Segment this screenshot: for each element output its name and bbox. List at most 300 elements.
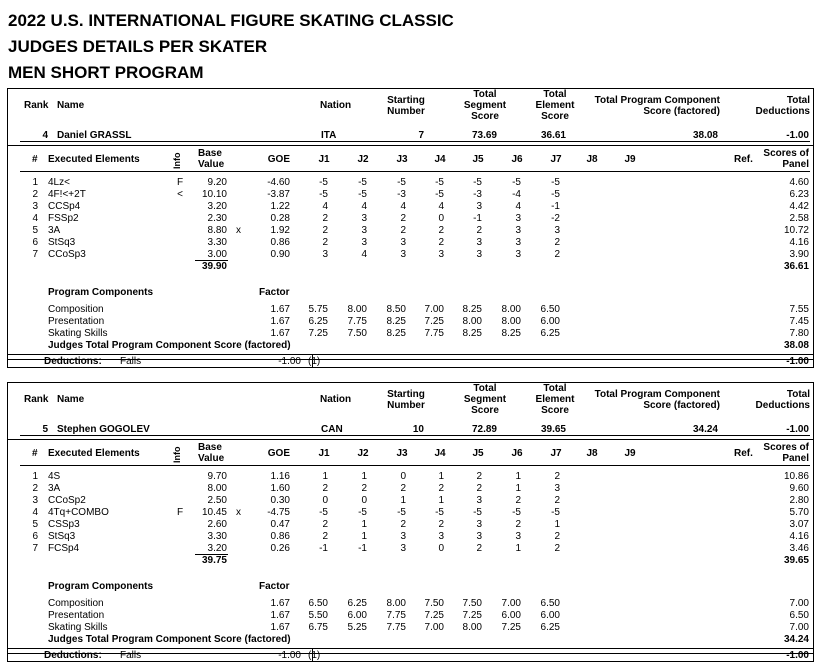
skater-tss: 73.69: [471, 130, 497, 141]
element-goe: 1.22: [270, 201, 290, 212]
element-judge-score: 1: [515, 543, 521, 554]
component-judge-score: 6.00: [347, 610, 367, 621]
element-judge-score: -1: [551, 201, 560, 212]
element-code: StSq3: [48, 237, 76, 248]
ded-header-1: Total: [786, 389, 810, 400]
component-judge-score: 7.00: [424, 622, 444, 633]
element-judge-score: -5: [435, 189, 444, 200]
elements-header: Executed Elements: [48, 154, 140, 165]
component-judge-score: 8.25: [462, 304, 482, 315]
component-panel-score: 6.50: [789, 610, 809, 621]
element-goe: 0.47: [270, 519, 290, 530]
starting-header: Starting: [387, 389, 425, 400]
tss-header-3: Score: [471, 111, 499, 122]
elements-header-underline: [20, 171, 810, 172]
pcs-header-1: Total Program Component: [594, 389, 720, 400]
element-number: 3: [32, 201, 38, 212]
element-number: 7: [32, 543, 38, 554]
judge-header-j7: J7: [550, 448, 562, 459]
tes-header-1: Total: [543, 383, 567, 394]
judge-header-j8: J8: [586, 154, 598, 165]
element-judge-score: 3: [515, 213, 521, 224]
component-panel-score: 7.00: [789, 598, 809, 609]
base-header-1: Base: [198, 442, 222, 453]
element-judge-score: 2: [476, 471, 482, 482]
element-judge-score: 1: [515, 483, 521, 494]
judge-header-j8: J8: [586, 448, 598, 459]
ded-header-2: Deductions: [755, 400, 810, 411]
element-judge-score: -5: [319, 507, 328, 518]
element-judge-score: 3: [476, 519, 482, 530]
element-code: CSSp3: [48, 519, 80, 530]
element-number: 1: [32, 177, 38, 188]
element-judge-score: 1: [361, 471, 367, 482]
null: [7, 382, 814, 654]
skater-deductions: -1.00: [786, 130, 809, 141]
tes-header-3: Score: [541, 111, 569, 122]
judge-header-j5: J5: [472, 448, 484, 459]
ded-header-2: Deductions: [755, 106, 810, 117]
component-judge-score: 7.50: [424, 598, 444, 609]
component-factor: 1.67: [270, 304, 290, 315]
element-number: 7: [32, 249, 38, 260]
goe-header: GOE: [267, 448, 290, 459]
component-judge-score: 6.00: [540, 610, 560, 621]
element-judge-score: 3: [438, 249, 444, 260]
component-judge-score: 8.00: [462, 622, 482, 633]
judge-header-j9: J9: [624, 448, 636, 459]
tss-header-3: Score: [471, 405, 499, 416]
element-judge-score: -5: [358, 507, 367, 518]
element-judge-score: 2: [554, 543, 560, 554]
ref-header: Ref.: [734, 448, 753, 459]
element-number: 4: [32, 507, 38, 518]
element-judge-score: 1: [438, 471, 444, 482]
element-number: 5: [32, 519, 38, 530]
tes-total: 36.61: [783, 261, 809, 272]
component-judge-score: 7.00: [424, 304, 444, 315]
goe-header: GOE: [267, 154, 290, 165]
deduction-count: (1): [308, 356, 321, 367]
element-base-value: 10.10: [201, 189, 227, 200]
component-judge-score: 8.25: [501, 328, 521, 339]
component-judge-score: 6.75: [308, 622, 328, 633]
element-goe: 0.86: [270, 237, 290, 248]
element-panel-score: 9.60: [789, 483, 809, 494]
component-judge-score: 5.50: [308, 610, 328, 621]
element-base-value: 2.60: [207, 519, 227, 530]
element-judge-score: -5: [512, 507, 521, 518]
element-panel-score: 3.07: [789, 519, 809, 530]
element-judge-score: -1: [473, 213, 482, 224]
element-judge-score: 3: [322, 249, 328, 260]
component-judge-score: 7.75: [347, 316, 367, 327]
component-judge-score: 7.75: [386, 622, 406, 633]
info-header: Info: [172, 152, 182, 169]
component-judge-score: 7.25: [424, 316, 444, 327]
element-base-value: 10.45: [201, 507, 227, 518]
component-name: Composition: [48, 598, 104, 609]
element-base-value: 2.50: [207, 495, 227, 506]
element-judge-score: -3: [473, 189, 482, 200]
component-judge-score: 8.00: [501, 316, 521, 327]
sop-header-2: Panel: [782, 453, 809, 464]
pcs-header-2: Score (factored): [643, 400, 720, 411]
component-name: Presentation: [48, 610, 105, 621]
element-number: 3: [32, 495, 38, 506]
element-judge-score: 3: [515, 237, 521, 248]
number-header: Number: [387, 106, 425, 117]
skater-start-number: 7: [418, 130, 424, 141]
component-judge-score: 7.50: [347, 328, 367, 339]
element-base-value: 3.00: [207, 249, 227, 260]
component-judge-score: 7.50: [462, 598, 482, 609]
component-judge-score: 8.00: [386, 598, 406, 609]
skater-name: Stephen GOGOLEV: [57, 424, 150, 435]
tes-total: 39.65: [783, 555, 809, 566]
component-factor: 1.67: [270, 622, 290, 633]
element-bonus-marker: x: [236, 225, 241, 236]
component-judge-score: 8.00: [501, 304, 521, 315]
null: [7, 88, 814, 360]
pcs-header-2: Score (factored): [643, 106, 720, 117]
report-title-line2: JUDGES DETAILS PER SKATER: [8, 37, 268, 56]
element-judge-score: 2: [554, 495, 560, 506]
element-goe: -4.60: [267, 177, 290, 188]
element-goe: 0.26: [270, 543, 290, 554]
element-judge-score: 3: [476, 531, 482, 542]
element-goe: -4.75: [267, 507, 290, 518]
element-judge-score: 3: [361, 213, 367, 224]
judge-header-j6: J6: [511, 154, 523, 165]
base-header-2: Value: [198, 453, 225, 464]
element-info: F: [176, 507, 184, 518]
jtpcs-label: Judges Total Program Component Score (factored): [48, 634, 291, 645]
component-name: Skating Skills: [48, 622, 108, 633]
judge-header-j4: J4: [434, 448, 446, 459]
num-header: #: [32, 448, 38, 459]
component-judge-score: 8.50: [386, 304, 406, 315]
component-judge-score: 6.25: [308, 316, 328, 327]
skater-nation: CAN: [321, 424, 343, 435]
element-judge-score: 1: [554, 519, 560, 530]
base-header-2: Value: [198, 159, 225, 170]
component-panel-score: 7.45: [789, 316, 809, 327]
component-judge-score: 7.25: [501, 622, 521, 633]
judge-header-j3: J3: [396, 154, 408, 165]
element-bonus-marker: x: [236, 507, 241, 518]
element-judge-score: 1: [322, 471, 328, 482]
elements-header: Executed Elements: [48, 448, 140, 459]
element-judge-score: 3: [361, 237, 367, 248]
base-value-total: 39.90: [201, 261, 227, 272]
element-judge-score: 2: [438, 483, 444, 494]
element-panel-score: 4.16: [789, 531, 809, 542]
element-judge-score: 3: [515, 531, 521, 542]
element-goe: 0.30: [270, 495, 290, 506]
deduction-count: (1): [308, 650, 321, 661]
starting-header: Starting: [387, 95, 425, 106]
deductions-total: -1.00: [786, 650, 809, 661]
element-judge-score: 1: [361, 531, 367, 542]
element-panel-score: 6.23: [789, 189, 809, 200]
element-judge-score: 2: [515, 519, 521, 530]
element-judge-score: 4: [361, 201, 367, 212]
component-judge-score: 8.00: [347, 304, 367, 315]
element-panel-score: 2.58: [789, 213, 809, 224]
sop-header-2: Panel: [782, 159, 809, 170]
element-judge-score: 3: [361, 225, 367, 236]
element-judge-score: 0: [361, 495, 367, 506]
element-panel-score: 2.80: [789, 495, 809, 506]
name-header: Name: [57, 100, 85, 111]
element-panel-score: 10.72: [783, 225, 809, 236]
element-goe: -3.87: [267, 189, 290, 200]
element-judge-score: 2: [554, 531, 560, 542]
element-judge-score: 4: [400, 201, 406, 212]
element-judge-score: -5: [397, 507, 406, 518]
element-judge-score: 3: [515, 249, 521, 260]
element-judge-score: 3: [515, 225, 521, 236]
element-base-value: 3.30: [207, 237, 227, 248]
element-judge-score: 3: [438, 531, 444, 542]
deductions-total: -1.00: [786, 356, 809, 367]
element-panel-score: 3.46: [789, 543, 809, 554]
name-header: Name: [57, 394, 85, 405]
element-judge-score: -5: [551, 507, 560, 518]
judge-header-j2: J2: [357, 154, 369, 165]
element-code: FCSp4: [48, 543, 80, 554]
deduction-value: -1.00: [278, 356, 301, 367]
element-code: 4S: [48, 471, 61, 482]
nation-header: Nation: [320, 394, 352, 405]
element-judge-score: -5: [435, 177, 444, 188]
element-info: <: [177, 189, 183, 200]
element-judge-score: -1: [319, 543, 328, 554]
component-panel-score: 7.55: [789, 304, 809, 315]
element-judge-score: 2: [438, 237, 444, 248]
skater-start-number: 10: [412, 424, 424, 435]
element-judge-score: 1: [361, 519, 367, 530]
sop-header-1: Scores of: [763, 442, 809, 453]
component-judge-score: 7.25: [462, 610, 482, 621]
element-panel-score: 3.90: [789, 249, 809, 260]
element-panel-score: 4.42: [789, 201, 809, 212]
element-judge-score: 2: [554, 471, 560, 482]
element-judge-score: 3: [476, 249, 482, 260]
element-code: 4F!<+2T: [48, 189, 86, 200]
deductions-label: Deductions:: [44, 650, 102, 661]
skater-pcs: 34.24: [692, 424, 718, 435]
element-judge-score: -5: [358, 189, 367, 200]
rank-header: Rank: [24, 394, 49, 405]
element-panel-score: 5.70: [789, 507, 809, 518]
element-judge-score: 0: [322, 495, 328, 506]
element-judge-score: 0: [438, 213, 444, 224]
element-judge-score: 4: [438, 201, 444, 212]
element-judge-score: 3: [476, 237, 482, 248]
element-judge-score: 1: [515, 471, 521, 482]
component-name: Composition: [48, 304, 104, 315]
info-header: Info: [172, 446, 182, 463]
summary-underline: [20, 141, 810, 142]
component-judge-score: 6.00: [540, 316, 560, 327]
component-judge-score: 6.25: [540, 622, 560, 633]
element-judge-score: 2: [322, 483, 328, 494]
elements-header-underline: [20, 465, 810, 466]
element-judge-score: 4: [322, 201, 328, 212]
component-judge-score: 6.50: [540, 304, 560, 315]
component-panel-score: 7.00: [789, 622, 809, 633]
element-judge-score: 4: [515, 201, 521, 212]
element-judge-score: 2: [400, 519, 406, 530]
tss-header-2: Segment: [463, 394, 507, 405]
element-code: 3A: [48, 483, 61, 494]
deductions-label: Deductions:: [44, 356, 102, 367]
component-judge-score: 6.50: [308, 598, 328, 609]
element-code: StSq3: [48, 531, 76, 542]
tss-header-1: Total: [473, 383, 497, 394]
skater-rank: 5: [42, 424, 48, 435]
element-judge-score: 3: [476, 495, 482, 506]
report-title-line3: MEN SHORT PROGRAM: [8, 63, 204, 82]
element-goe: 1.60: [270, 483, 290, 494]
component-judge-score: 7.25: [424, 610, 444, 621]
number-header: Number: [387, 400, 425, 411]
tes-header-2: Element: [535, 394, 575, 405]
nation-header: Nation: [320, 100, 352, 111]
element-judge-score: 3: [554, 483, 560, 494]
element-judge-score: -5: [551, 177, 560, 188]
element-judge-score: 2: [400, 225, 406, 236]
element-judge-score: 3: [400, 543, 406, 554]
judge-header-j1: J1: [318, 448, 330, 459]
element-judge-score: -2: [551, 213, 560, 224]
judge-header-j1: J1: [318, 154, 330, 165]
report-title-line1: 2022 U.S. INTERNATIONAL FIGURE SKATING CLASSIC: [8, 11, 454, 30]
element-code: CCSp4: [48, 201, 81, 212]
element-judge-score: 0: [400, 471, 406, 482]
element-judge-score: 2: [476, 543, 482, 554]
element-base-value: 9.20: [207, 177, 227, 188]
sop-header-1: Scores of: [763, 148, 809, 159]
tes-header-2: Element: [535, 100, 575, 111]
element-goe: 1.16: [270, 471, 290, 482]
section-divider: [7, 145, 814, 146]
element-judge-score: 3: [554, 225, 560, 236]
element-code: CCoSp2: [48, 495, 86, 506]
element-panel-score: 4.60: [789, 177, 809, 188]
deduction-type: Falls: [120, 650, 142, 661]
element-info: F: [176, 177, 184, 188]
element-base-value: 3.20: [207, 543, 227, 554]
component-factor: 1.67: [270, 316, 290, 327]
element-judge-score: -4: [512, 189, 521, 200]
component-factor: 1.67: [270, 610, 290, 621]
element-judge-score: 3: [400, 531, 406, 542]
element-judge-score: 1: [438, 495, 444, 506]
element-judge-score: -5: [319, 189, 328, 200]
skater-tss: 72.89: [471, 424, 497, 435]
factor-header: Factor: [259, 287, 290, 298]
element-code: FSSp2: [48, 213, 79, 224]
component-name: Skating Skills: [48, 328, 108, 339]
pcs-total: 34.24: [783, 634, 809, 645]
section-divider: [7, 439, 814, 440]
component-judge-score: 8.25: [386, 316, 406, 327]
judge-header-j6: J6: [511, 448, 523, 459]
ded-header-1: Total: [786, 95, 810, 106]
element-judge-score: 2: [322, 237, 328, 248]
component-judge-score: 7.00: [501, 598, 521, 609]
judge-header-j5: J5: [472, 154, 484, 165]
base-value-total: 39.75: [201, 555, 227, 566]
num-header: #: [32, 154, 38, 165]
judge-header-j2: J2: [357, 448, 369, 459]
component-judge-score: 5.25: [347, 622, 367, 633]
element-judge-score: -5: [473, 177, 482, 188]
element-judge-score: 2: [438, 225, 444, 236]
element-number: 1: [32, 471, 38, 482]
ref-header: Ref.: [734, 154, 753, 165]
element-judge-score: 2: [400, 213, 406, 224]
skater-pcs: 38.08: [692, 130, 718, 141]
skater-tes: 39.65: [540, 424, 566, 435]
program-components-header: Program Components: [48, 581, 154, 592]
component-factor: 1.67: [270, 598, 290, 609]
element-code: 3A: [48, 225, 61, 236]
element-goe: 0.28: [270, 213, 290, 224]
element-number: 5: [32, 225, 38, 236]
element-panel-score: 10.86: [783, 471, 809, 482]
element-number: 2: [32, 189, 38, 200]
tss-header-1: Total: [473, 89, 497, 100]
judge-header-j4: J4: [434, 154, 446, 165]
component-judge-score: 6.50: [540, 598, 560, 609]
element-judge-score: 2: [322, 225, 328, 236]
element-judge-score: 1: [400, 495, 406, 506]
skater-name: Daniel GRASSL: [57, 130, 132, 141]
element-code: 4Lz<: [48, 177, 70, 188]
component-judge-score: 6.25: [347, 598, 367, 609]
skater-deductions: -1.00: [786, 424, 809, 435]
element-judge-score: -5: [551, 189, 560, 200]
component-name: Presentation: [48, 316, 105, 327]
deduction-value: -1.00: [278, 650, 301, 661]
element-code: 4Tq+COMBO: [48, 507, 109, 518]
element-judge-score: -5: [358, 177, 367, 188]
component-judge-score: 8.25: [462, 328, 482, 339]
skater-nation: ITA: [321, 130, 337, 141]
element-judge-score: -1: [358, 543, 367, 554]
factor-header: Factor: [259, 581, 290, 592]
component-panel-score: 7.80: [789, 328, 809, 339]
element-judge-score: -5: [435, 507, 444, 518]
judge-header-j9: J9: [624, 154, 636, 165]
element-base-value: 3.30: [207, 531, 227, 542]
component-judge-score: 7.75: [386, 610, 406, 621]
element-number: 4: [32, 213, 38, 224]
element-base-value: 8.00: [207, 483, 227, 494]
base-header-1: Base: [198, 148, 222, 159]
judge-header-j3: J3: [396, 448, 408, 459]
element-judge-score: 3: [400, 249, 406, 260]
component-judge-score: 5.75: [308, 304, 328, 315]
component-judge-score: 6.25: [540, 328, 560, 339]
element-judge-score: 2: [515, 495, 521, 506]
element-goe: 1.92: [270, 225, 290, 236]
deduction-type: Falls: [120, 356, 142, 367]
